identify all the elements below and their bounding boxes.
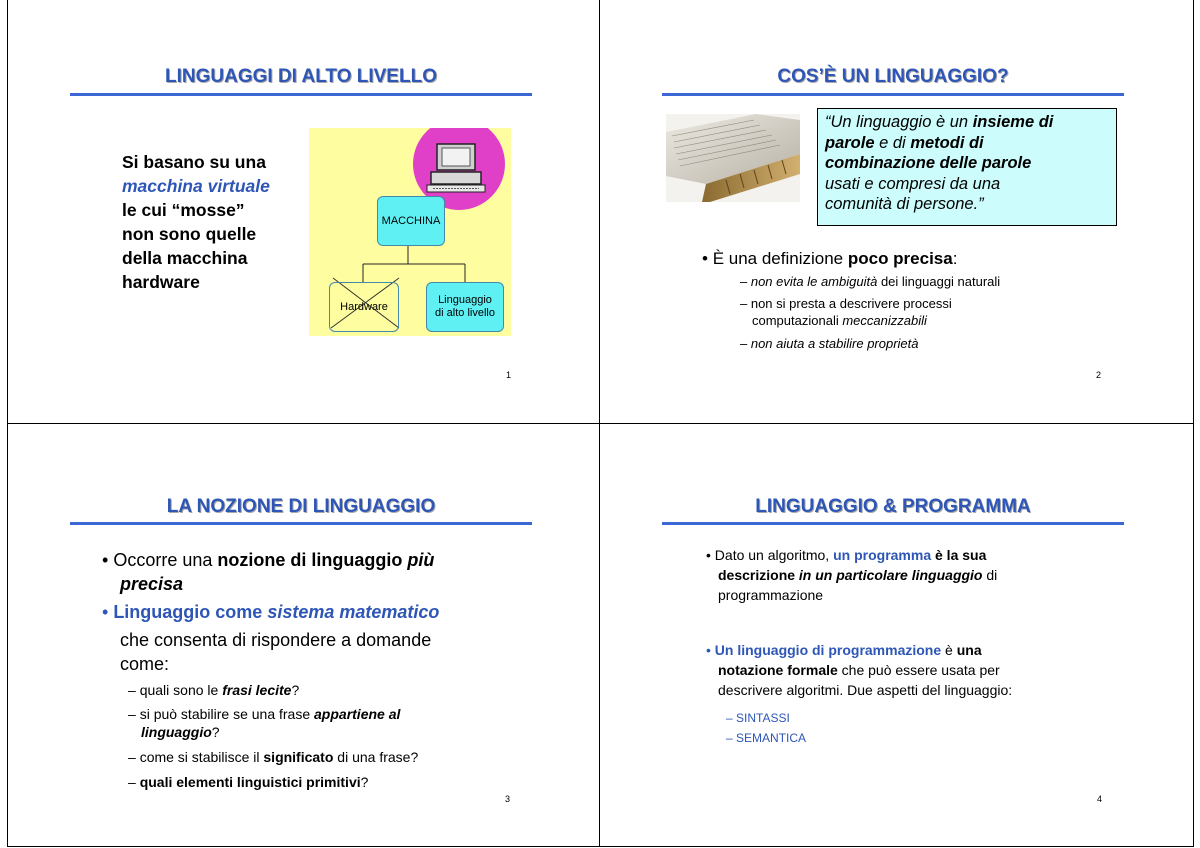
bullet: • Occorre una nozione di linguaggio più: [102, 550, 435, 570]
para-bold: notazione formale: [718, 662, 838, 678]
slide-number: 2: [1096, 370, 1102, 380]
bullet-text: È una definizione: [712, 249, 848, 268]
machine-diagram: [309, 128, 511, 336]
sub-bullet: – non evita le ambiguità dei linguaggi naturali: [740, 274, 1001, 289]
title-rule: [70, 522, 532, 525]
sub-bullet: – SINTASSI: [726, 711, 790, 725]
para-bold: una: [956, 642, 982, 658]
para-bold: descrizione: [718, 567, 799, 583]
para-blue: Un linguaggio di programmazione: [714, 642, 942, 658]
sub-bold-italic: linguaggio: [141, 724, 212, 740]
para-text: Dato un algoritmo,: [714, 547, 834, 563]
sub-italic: non aiuta a stabilire proprietà: [750, 336, 919, 351]
sub-text: ?: [291, 682, 300, 698]
sub-bullet: – non aiuta a stabilire proprietà: [740, 336, 919, 351]
slide-1: [7, 0, 600, 424]
slide-number: 3: [505, 794, 511, 804]
para-bold-italic: in un particolare linguaggio: [798, 567, 983, 583]
slide-4: [599, 423, 1194, 847]
bullet-bold-italic: precisa: [120, 574, 184, 594]
paragraph: • Dato un algoritmo, un programma è la sua descrizione in un particolare linguaggio di programmazione: [706, 545, 1086, 605]
bullet-cont: che consenta di rispondere a domande: [120, 630, 432, 650]
lang-label: di alto livello: [435, 307, 495, 319]
bullet: • È una definizione poco precisa:: [702, 249, 958, 268]
sub-bold: significato: [263, 749, 334, 765]
body-highlight: macchina virtuale: [122, 176, 270, 196]
box-machine: MACCHINA: [377, 196, 445, 246]
sub-bullet: – come si stabilisce il significato di una frase?: [128, 749, 419, 765]
para-text: programmazione: [718, 587, 824, 603]
sub-bullet: – si può stabilire se una frase appartiene al: [128, 706, 401, 722]
sub-italic: meccanizzabili: [842, 313, 927, 328]
sub-bullet: – non si presta a descrivere processi: [740, 296, 952, 311]
slide-title: LINGUAGGI DI ALTO LIVELLO: [165, 66, 437, 87]
sub-bold-italic: frasi lecite: [222, 682, 292, 698]
slide-title: LA NOZIONE DI LINGUAGGIO: [166, 496, 436, 517]
title-rule: [662, 522, 1124, 525]
body-line: non sono quelle: [122, 224, 257, 244]
sub-bullet-cont: [141, 724, 491, 741]
slide-body: [122, 150, 322, 294]
slide-title: LINGUAGGIO & PROGRAMMA: [755, 496, 1031, 517]
sub-text: SEMANTICA: [736, 731, 807, 745]
quote-bold: insieme di: [972, 113, 1054, 131]
quote-text: comunità di persone.”: [825, 195, 984, 213]
sub-bullet: – quali elementi linguistici primitivi?: [128, 774, 369, 790]
slide-number: 4: [1097, 794, 1103, 804]
bullet-bold: poco precisa: [847, 249, 953, 268]
sub-bold: quali elementi linguistici primitivi: [139, 774, 361, 790]
book-image: [666, 114, 800, 202]
bullet-text: :: [952, 249, 958, 268]
sub-bold-italic: appartiene al: [314, 706, 401, 722]
quote-bold: combinazione delle parole: [825, 154, 1032, 172]
quote-bold: parole: [825, 133, 875, 152]
para-text: che può essere usata per: [837, 662, 1000, 678]
bullet-bold-italic: più: [407, 550, 435, 570]
quote-text: e di: [874, 133, 911, 152]
bullet-cont: come:: [120, 654, 170, 674]
sub-italic: non evita le ambiguità: [750, 274, 878, 289]
sub-text: dei linguaggi naturali: [877, 274, 1001, 289]
sub-text: ?: [211, 724, 220, 740]
bullet-bold: Linguaggio come: [113, 602, 268, 622]
sub-bullet: – SEMANTICA: [726, 731, 807, 745]
hardware-label: Hardware: [340, 300, 388, 313]
title-rule: [70, 93, 532, 96]
quote-text: usati e compresi da una: [825, 174, 1001, 193]
quote-bold: metodi di: [910, 133, 984, 152]
slide-3: [7, 423, 600, 847]
box-hardware: [329, 282, 399, 332]
paragraph: • Un linguaggio di programmazione è una notazione formale che può essere usata per descrivere algoritmi. Due aspetti del linguaggio:: [706, 640, 1086, 700]
sub-text: ?: [360, 774, 369, 790]
quote-text: “Un linguaggio è un: [825, 113, 973, 131]
bullet-cont: [120, 572, 183, 596]
definition-quote: [817, 108, 1117, 226]
box-high-level-language: [426, 282, 504, 332]
sub-text: computazionali: [752, 313, 843, 328]
para-text: è: [941, 642, 957, 658]
para-blue: un programma: [833, 547, 932, 563]
body-line: Si basano su una: [122, 152, 266, 172]
sub-text: si può stabilire se una frase: [139, 706, 315, 722]
slide-number: 1: [506, 370, 512, 380]
lang-label: Linguaggio: [438, 294, 492, 306]
sub-text: quali sono le: [139, 682, 223, 698]
slide-title: COS’È UN LINGUAGGIO?: [777, 66, 1009, 87]
body-line: hardware: [122, 272, 200, 292]
sub-text: di una frase?: [333, 749, 419, 765]
body-line: della macchina: [122, 248, 248, 268]
sub-bullet: – quali sono le frasi lecite?: [128, 682, 300, 698]
sub-text: come si stabilisce il: [139, 749, 264, 765]
slide-2: [599, 0, 1194, 424]
sub-text: non si presta a descrivere processi: [750, 296, 952, 311]
para-text: di: [982, 567, 998, 583]
para-bold: è la sua: [931, 547, 987, 563]
bullet-text: Occorre una: [113, 550, 218, 570]
sub-bullet-cont: [752, 313, 927, 329]
para-text: descrivere algoritmi. Due aspetti del linguaggio:: [718, 682, 1013, 698]
bullet: • Linguaggio come sistema matematico: [102, 602, 440, 622]
sub-text: SINTASSI: [736, 711, 790, 725]
bullet-bold-italic: sistema matematico: [267, 602, 440, 622]
body-line: le cui “mosse”: [122, 200, 245, 220]
title-rule: [662, 93, 1124, 96]
bullet-bold: nozione di linguaggio: [217, 550, 408, 570]
